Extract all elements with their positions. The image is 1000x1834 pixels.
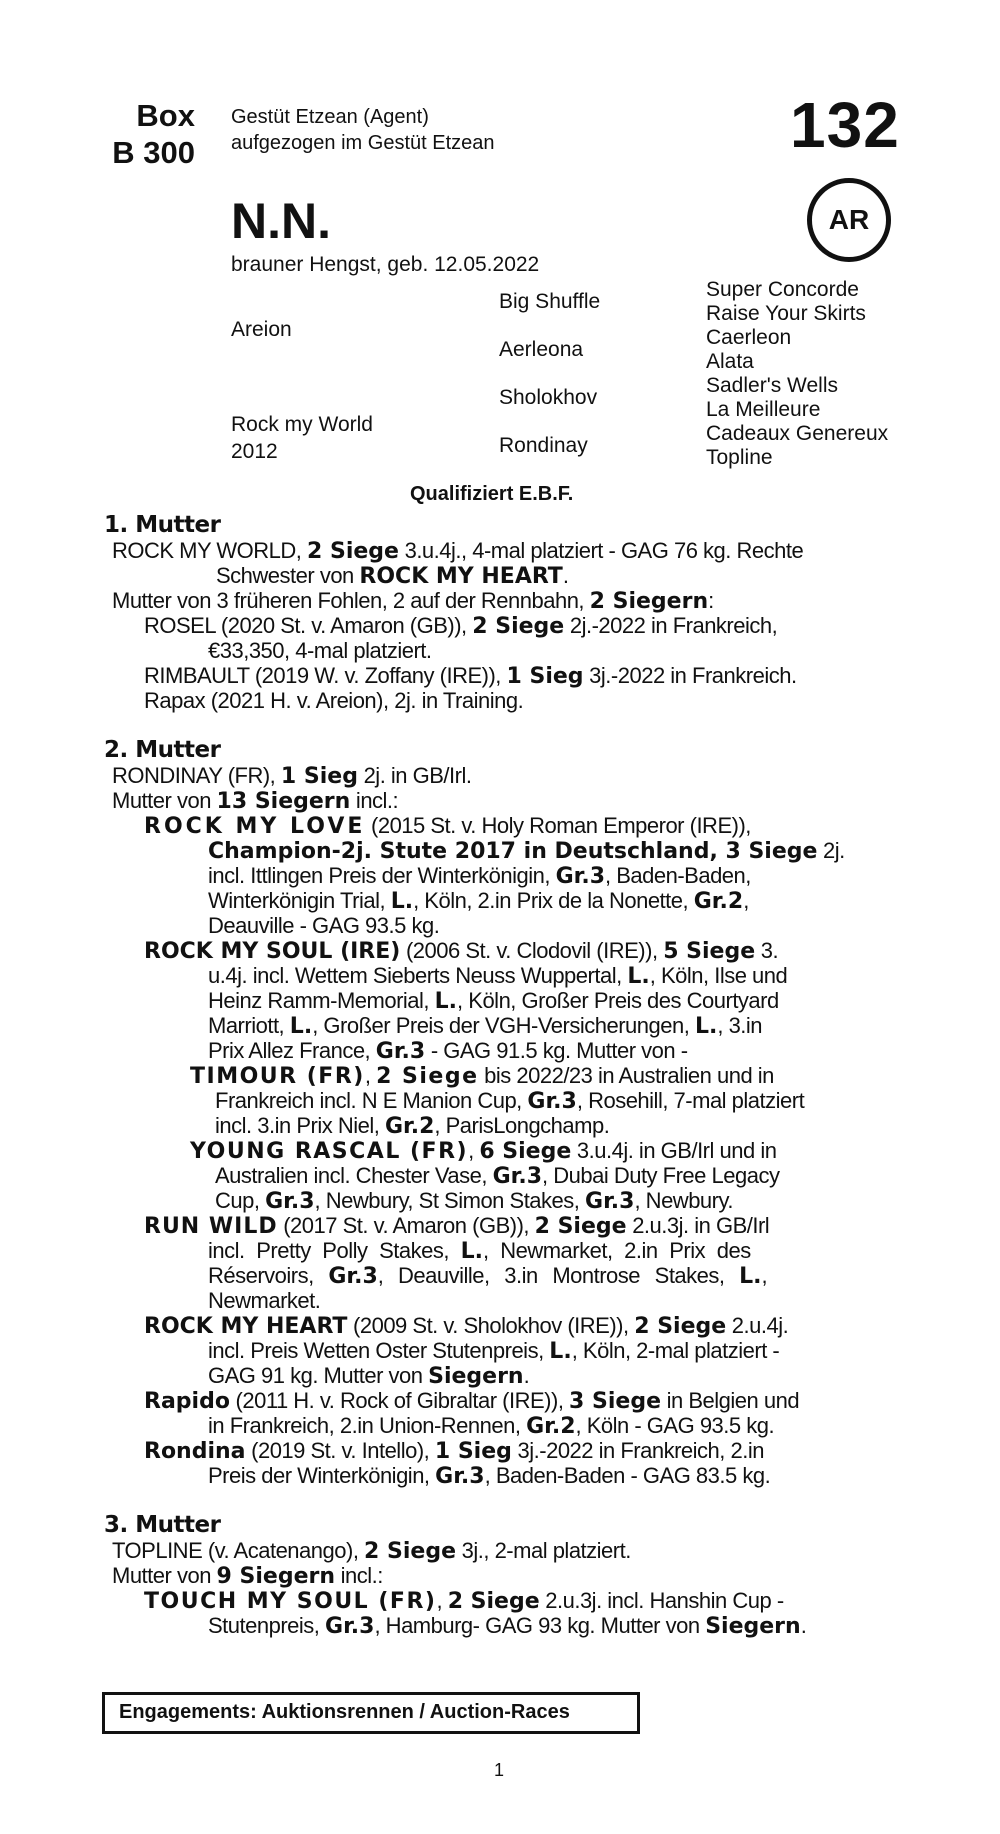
produce-entry: TIMOUR (FR), 2 Siege bis 2022/23 in Australien und in	[190, 1063, 774, 1089]
produce-entry-cont: Champion-2j. Stute 2017 in Deutschland, 3 Siege 2j.	[208, 838, 845, 864]
produce-entry: ROCK MY HEART (2009 St. v. Sholokhov (IRE)), 2 Siege 2.u.4j.	[144, 1313, 789, 1339]
produce-entry-cont: Australien incl. Chester Vase, Gr.3, Dubai Duty Free Legacy	[215, 1163, 780, 1189]
dam-line: ROCK MY WORLD, 2 Siege 3.u.4j., 4-mal platziert - GAG 76 kg. Rechte	[112, 538, 804, 564]
dam-line: Schwester von ROCK MY HEART.	[216, 563, 569, 589]
produce-entry-cont: Prix Allez France, Gr.3 - GAG 91.5 kg. Mutter von -	[208, 1038, 688, 1064]
produce-entry-cont: Stutenpreis, Gr.3, Hamburg- GAG 93 kg. Mutter von Siegern.	[208, 1613, 807, 1639]
produce-entry-cont: Réservoirs, Gr.3, Deauville, 3.in Montrose Stakes, L.,	[208, 1263, 768, 1289]
produce-entry-cont: Newmarket.	[208, 1288, 321, 1313]
pedigree-gen3	[706, 278, 888, 470]
pedigree-gen2: Big Shuffle	[499, 290, 601, 313]
lot-number: 132	[790, 89, 900, 161]
box-label	[95, 97, 195, 171]
pedigree-gen2: Aerleona	[499, 338, 584, 361]
engagements-label: Engagements: Auktionsrennen / Auction-Races	[119, 1701, 570, 1723]
pedigree-gen2: Sholokhov	[499, 386, 598, 409]
produce-entry-cont: Deauville - GAG 93.5 kg.	[208, 913, 440, 938]
pedigree-gen3-item: La Meilleure	[706, 398, 821, 421]
produce-entry-cont: u.4j. incl. Wettem Sieberts Neuss Wuppertal, L., Köln, Ilse und	[208, 963, 788, 989]
horse-description: brauner Hengst, geb. 12.05.2022	[231, 253, 540, 276]
produce-entry: YOUNG RASCAL (FR), 6 Siege 3.u.4j. in GB/Irl und in	[190, 1138, 777, 1164]
produce-entry-cont: Heinz Ramm-Memorial, L., Köln, Großer Preis des Courtyard	[208, 988, 779, 1014]
produce-entry: Rapax (2021 H. v. Areion), 2j. in Training.	[144, 688, 524, 713]
pedigree-gen3-item: Alata	[706, 350, 754, 373]
box-line-2: B 300	[112, 135, 195, 171]
qualification: Qualifiziert E.B.F.	[410, 483, 574, 505]
produce-entry: RIMBAULT (2019 W. v. Zoffany (IRE)), 1 Sieg 3j.-2022 in Frankreich.	[144, 663, 797, 689]
dam-line: Mutter von 13 Siegern incl.:	[112, 788, 399, 814]
produce-entry: Rapido (2011 H. v. Rock of Gibraltar (IRE)), 3 Siege in Belgien und	[144, 1388, 800, 1414]
produce-entry-cont: incl. Ittlingen Preis der Winterkönigin, Gr.3, Baden-Baden,	[208, 863, 751, 889]
produce-entry-cont: Frankreich incl. N E Manion Cup, Gr.3, Rosehill, 7-mal platziert	[215, 1088, 805, 1114]
produce-entry: ROCK MY LOVE (2015 St. v. Holy Roman Emperor (IRE)),	[144, 813, 751, 839]
horse-name: N.N.	[231, 193, 331, 249]
page-number: 1	[494, 1760, 505, 1780]
produce-entry-cont: Cup, Gr.3, Newbury, St Simon Stakes, Gr.3, Newbury.	[215, 1188, 733, 1214]
pedigree-sire: Areion	[231, 318, 292, 341]
produce-entry: ROSEL (2020 St. v. Amaron (GB)), 2 Siege 2j.-2022 in Frankreich,	[144, 613, 778, 639]
pedigree-gen2: Rondinay	[499, 434, 588, 457]
engagements-box	[102, 1692, 640, 1734]
dam-line: TOPLINE (v. Acatenango), 2 Siege 3j., 2-mal platziert.	[112, 1538, 631, 1564]
produce-entry-cont: Winterkönigin Trial, L., Köln, 2.in Prix de la Nonette, Gr.2,	[208, 888, 749, 914]
dam-line: Mutter von 9 Siegern incl.:	[112, 1563, 383, 1589]
section-title: 2. Mutter	[104, 737, 221, 763]
pedigree-gen3-item: Sadler's Wells	[706, 374, 838, 397]
produce-entry-cont: incl. 3.in Prix Niel, Gr.2, ParisLongchamp.	[215, 1113, 610, 1139]
ar-badge	[807, 178, 891, 262]
pedigree-gen3-item: Raise Your Skirts	[706, 302, 866, 325]
box-line-1: Box	[136, 98, 195, 133]
produce-entry-cont: in Frankreich, 2.in Union-Rennen, Gr.2, Köln - GAG 93.5 kg.	[208, 1413, 775, 1439]
pedigree-gen3-item: Caerleon	[706, 326, 792, 349]
produce-entry-cont: €33,350, 4-mal platziert.	[208, 638, 432, 663]
produce-entry: Rondina (2019 St. v. Intello), 1 Sieg 3j.-2022 in Frankreich, 2.in	[144, 1438, 764, 1464]
produce-entry: RUN WILD (2017 St. v. Amaron (GB)), 2 Siege 2.u.3j. in GB/Irl	[144, 1213, 770, 1239]
produce-entry-cont: incl. Pretty Polly Stakes, L., Newmarket, 2.in Prix des	[208, 1238, 751, 1264]
produce-entry-cont: Marriott, L., Großer Preis der VGH-Versicherungen, L., 3.in	[208, 1013, 763, 1039]
section-title: 3. Mutter	[104, 1512, 221, 1538]
produce-entry-cont: incl. Preis Wetten Oster Stutenpreis, L., Köln, 2-mal platziert -	[208, 1338, 780, 1364]
produce-entry: ROCK MY SOUL (IRE) (2006 St. v. Clodovil (IRE)), 5 Siege 3.	[144, 938, 779, 964]
produce-entry-cont: GAG 91 kg. Mutter von Siegern.	[208, 1363, 530, 1389]
pedigree-gen3-item: Topline	[706, 446, 773, 469]
pedigree-gen3-item: Cadeaux Genereux	[706, 422, 889, 445]
ar-badge-label: AR	[828, 204, 870, 235]
produce-entry-cont: Preis der Winterkönigin, Gr.3, Baden-Baden - GAG 83.5 kg.	[208, 1463, 771, 1489]
dam-line: Mutter von 3 früheren Fohlen, 2 auf der Rennbahn, 2 Siegern:	[112, 588, 714, 614]
pedigree-dam: Rock my World	[231, 413, 373, 436]
produce-entry: TOUCH MY SOUL (FR), 2 Siege 2.u.3j. incl. Hanshin Cup -	[144, 1588, 784, 1614]
raised-at: aufgezogen im Gestüt Etzean	[231, 132, 495, 154]
pedigree-gen3-item: Super Concorde	[706, 278, 859, 301]
pedigree-dam-year: 2012	[231, 440, 278, 463]
consignor: Gestüt Etzean (Agent)	[231, 106, 429, 128]
dam-line: RONDINAY (FR), 1 Sieg 2j. in GB/Irl.	[112, 763, 472, 789]
section-title: 1. Mutter	[104, 512, 221, 538]
